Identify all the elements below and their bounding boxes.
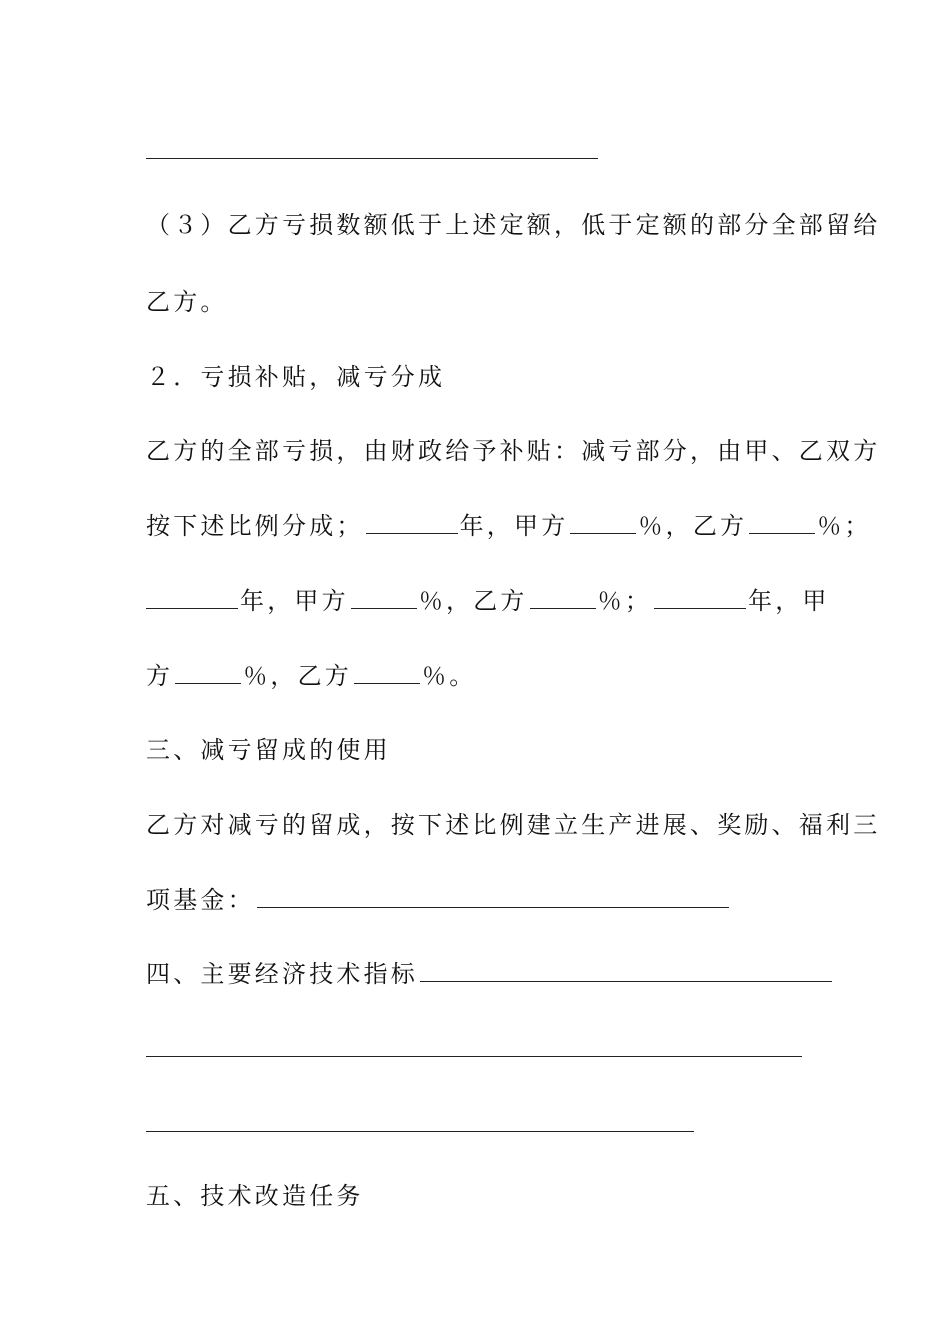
year-blank[interactable] [366, 511, 458, 534]
ratio-line-2-pct1: ％，乙方 [418, 587, 528, 615]
ratio-line-1-year: 年，甲方 [459, 512, 569, 540]
fund-line-label: 项基金： [146, 886, 255, 914]
section-heading-loss-subsidy: ２．亏损补贴，减亏分成 [146, 363, 446, 391]
ratio-line-3-prefix: 方 [146, 662, 174, 690]
indicators-label: 四、主要经济技术指标 [146, 960, 418, 988]
year-blank[interactable] [654, 586, 746, 609]
ratio-line-1-pct1: ％，乙方 [638, 512, 748, 540]
party-b-percent-blank[interactable] [749, 511, 815, 534]
section-heading-indicators [146, 956, 834, 992]
party-a-percent-blank[interactable] [351, 586, 417, 609]
section-heading-tech-renovation: 五、技术改造任务 [146, 1182, 364, 1210]
ratio-line-2-year: 年，甲方 [240, 587, 349, 615]
paragraph-line-subsidy: 乙方的全部亏损，由财政给予补贴：减亏部分，由甲、乙双方 [146, 437, 881, 465]
ratio-line-3-pct2: ％。 [422, 662, 477, 690]
section-heading-retention-use: 三、减亏留成的使用 [146, 736, 391, 764]
ratio-line-1 [146, 508, 872, 544]
party-b-percent-blank[interactable] [530, 586, 596, 609]
party-a-percent-blank[interactable] [175, 661, 241, 684]
ratio-line-1-pct2: ％； [817, 512, 872, 540]
blank-fill-line-full[interactable] [146, 1056, 802, 1057]
fund-line [146, 882, 731, 918]
ratio-line-2-pct2: ％； [597, 587, 653, 615]
blank-fill-line-top [146, 158, 598, 159]
ratio-line-1-prefix: 按下述比例分成； [146, 512, 364, 540]
ratio-line-3 [146, 658, 476, 694]
paragraph-line-retention: 乙方对减亏的留成，按下述比例建立生产进展、奖励、福利三 [146, 811, 881, 839]
ratio-line-2-year2: 年，甲 [748, 587, 830, 615]
indicators-blank[interactable] [420, 959, 832, 982]
blank-fill-line-partial[interactable] [146, 1131, 694, 1132]
ratio-line-2 [146, 583, 830, 619]
paragraph-line-party-b: 乙方。 [146, 288, 228, 316]
ratio-line-3-pct1: ％，乙方 [243, 662, 353, 690]
party-b-percent-blank[interactable] [354, 661, 420, 684]
fund-blank[interactable] [257, 885, 729, 908]
party-a-percent-blank[interactable] [570, 511, 636, 534]
paragraph-line-loss-quota: （３）乙方亏损数额低于上述定额，低于定额的部分全部留给 [146, 211, 881, 239]
year-blank[interactable] [146, 586, 238, 609]
